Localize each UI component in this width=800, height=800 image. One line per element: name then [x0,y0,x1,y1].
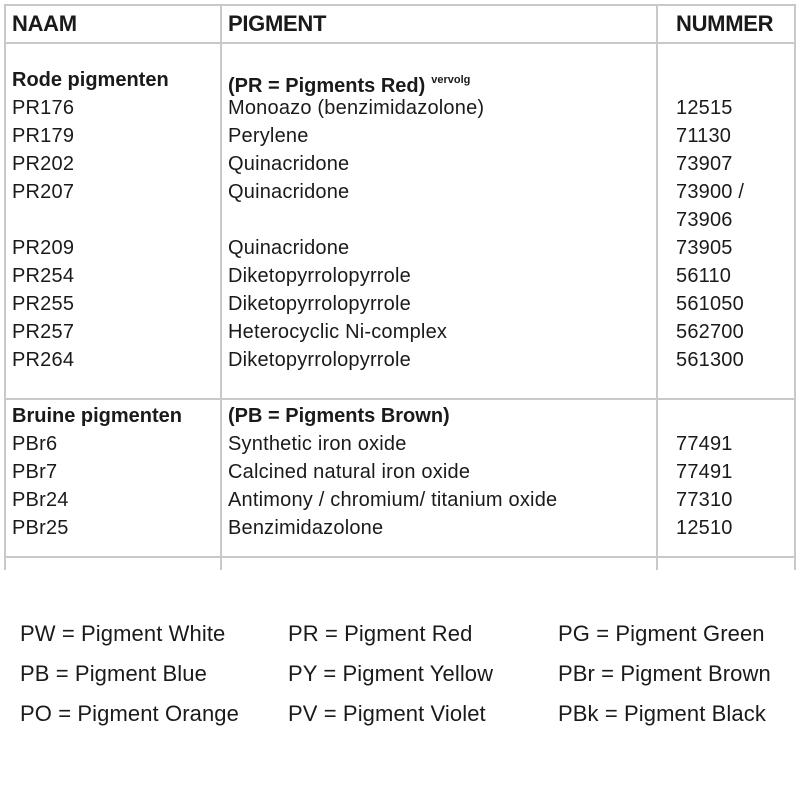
legend-item: PG = Pigment Green [558,621,765,646]
abbreviation-legend [0,620,800,750]
pigment-code: PBr24 [12,489,69,511]
colour-index-number: 562700 [676,321,744,343]
pigment-group-label: (PR = Pigments Red) [228,75,426,97]
pigment-code: PR254 [12,265,75,287]
table-border-top [4,4,796,6]
colour-index-number: 56110 [676,265,732,287]
colour-index-number: 12515 [676,97,733,119]
pigment-code: PR264 [12,349,75,371]
pigment-code: PR176 [12,97,75,119]
pigment-name: Quinacridone [228,237,350,259]
colour-index-number: 73900 / [676,181,745,203]
colour-index-number: 77491 [676,461,733,483]
column-divider-2 [656,4,658,570]
pigment-name: Synthetic iron oxide [228,433,407,455]
column-divider-1 [220,4,222,570]
legend-item: PY = Pigment Yellow [288,661,494,686]
pigment-name: Calcined natural iron oxide [228,461,471,483]
table-border-bottom [4,556,796,558]
colour-index-number: 77310 [676,489,733,511]
pigment-code: PR207 [12,181,75,203]
pigment-name: Antimony / chromium/ titanium oxide [228,489,558,511]
section-divider [4,398,796,400]
colour-index-number: 71130 [676,125,732,147]
pigment-code: PR179 [12,125,75,147]
section-title-red: Rode pigmenten [12,69,169,91]
colour-index-number: 73906 [676,209,733,231]
pigment-name: Monoazo (benzimidazolone) [228,97,485,119]
pigment-table [4,4,796,570]
colour-index-number: 73905 [676,237,733,259]
pigment-code: PR202 [12,153,75,175]
section-pigment-title-brown: (PB = Pigments Brown) [228,405,450,427]
pigment-name: Perylene [228,125,309,147]
pigment-code: PR255 [12,293,75,315]
pigment-name: Quinacridone [228,181,350,203]
pigment-code: PR209 [12,237,75,259]
legend-item: PV = Pigment Violet [288,701,486,726]
table-border-left [4,4,6,570]
legend-item: PW = Pigment White [20,621,226,646]
column-header-naam: NAAM [12,11,77,36]
column-header-nummer: NUMMER [676,11,774,36]
pigment-code: PBr7 [12,461,58,483]
colour-index-number: 561050 [676,293,744,315]
legend-item: PBr = Pigment Brown [558,661,771,686]
pigment-name: Heterocyclic Ni-complex [228,321,448,343]
pigment-name: Diketopyrrolopyrrole [228,349,411,371]
legend-item: PO = Pigment Orange [20,701,239,726]
legend-item: PBk = Pigment Black [558,701,766,726]
pigment-code: PBr6 [12,433,58,455]
pigment-name: Quinacridone [228,153,350,175]
legend-item: PR = Pigment Red [288,621,473,646]
pigment-code: PR257 [12,321,75,343]
colour-index-number: 73907 [676,153,733,175]
colour-index-number: 12510 [676,517,733,539]
pigment-name: Diketopyrrolopyrrole [228,265,411,287]
colour-index-number: 77491 [676,433,733,455]
pigment-name: Benzimidazolone [228,517,384,539]
section-title-brown: Bruine pigmenten [12,405,183,427]
table-border-right [794,4,796,570]
legend-item: PB = Pigment Blue [20,661,207,686]
column-header-pigment: PIGMENT [228,11,327,36]
header-divider [4,42,796,44]
colour-index-number: 561300 [676,349,744,371]
pigment-code: PBr25 [12,517,69,539]
continued-note: vervolg [431,74,471,86]
pigment-name: Diketopyrrolopyrrole [228,293,411,315]
